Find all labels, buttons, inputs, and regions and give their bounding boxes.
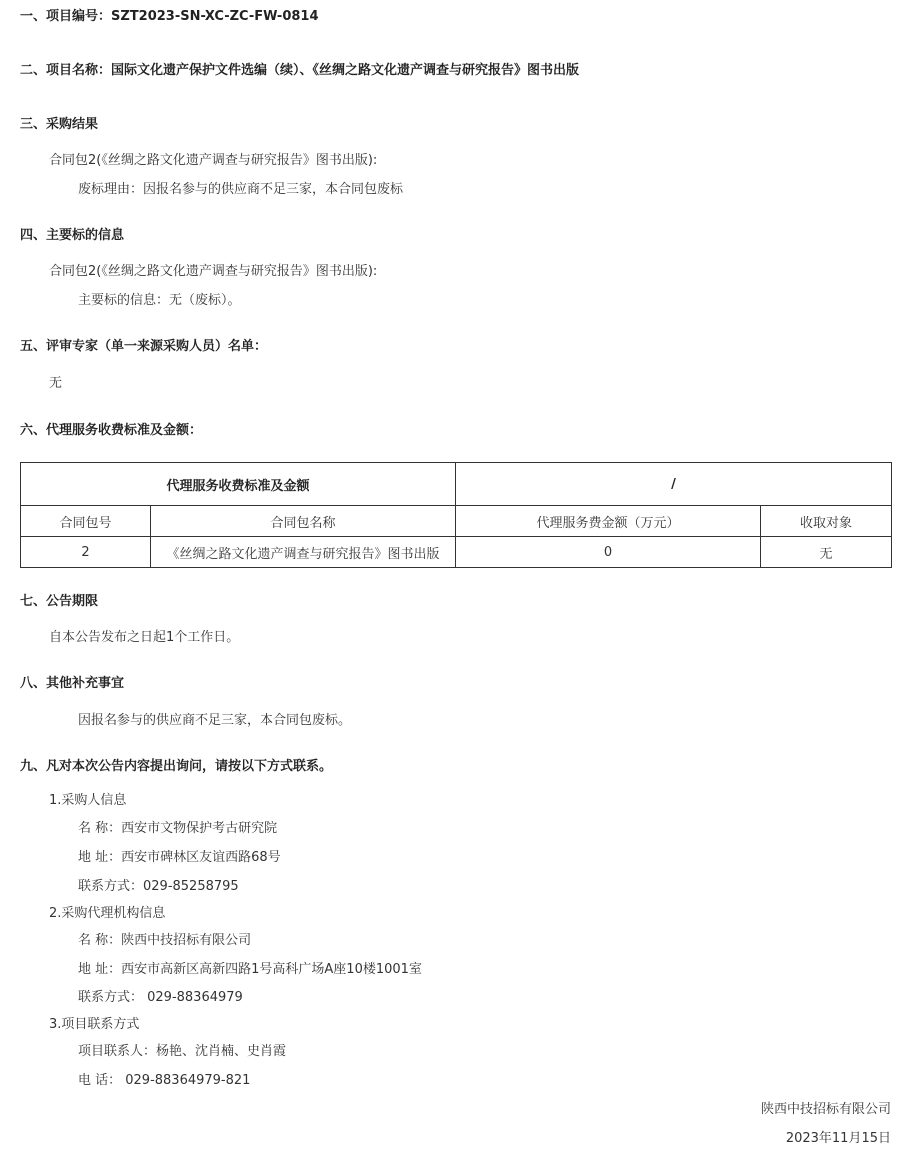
table-column-row [21, 506, 892, 537]
contact-heading: 九、凡对本次公告内容提出询问，请按以下方式联系。 [20, 759, 333, 774]
agency-address: 地 址：西安市高新区高新四路1号高科广场A座10楼1001室 [78, 962, 422, 977]
subject-info-line: 主要标的信息：无（废标）。 [78, 293, 241, 308]
project-name-value: 国际文化遗产保护文件选编（续）、《丝绸之路文化遗产调查与研究报告》图书出版 [111, 63, 580, 78]
cell-fee-amount: 0 [456, 537, 761, 568]
project-number-line [20, 8, 319, 26]
subject-package-line: 合同包2(《丝绸之路文化遗产调查与研究报告》图书出版): [49, 264, 378, 279]
experts-heading: 五、评审专家（单一来源采购人员）名单： [20, 339, 268, 354]
purchaser-address: 地 址：西安市碑林区友谊西路68号 [78, 850, 281, 865]
project-name-label: 二、项目名称： [20, 63, 112, 78]
other-matters-heading: 八、其他补充事宜 [20, 676, 125, 691]
experts-content: 无 [49, 376, 63, 391]
notice-period-content: 自本公告发布之日起1个工作日。 [49, 630, 240, 645]
fee-standard-value: / [456, 463, 892, 506]
result-reason-line: 废标理由：因报名参与的供应商不足三家，本合同包废标 [78, 182, 404, 197]
project-phone: 电 话： 029-88364979-821 [78, 1073, 251, 1088]
column-payer: 收取对象 [761, 506, 892, 537]
purchaser-title: 1.采购人信息 [49, 793, 127, 808]
column-fee-amount: 代理服务费金额（万元） [456, 506, 761, 537]
fee-standard-header: 代理服务收费标准及金额 [21, 463, 456, 506]
purchaser-phone: 联系方式：029-85258795 [78, 879, 239, 894]
footer-date: 2023年11月15日 [785, 1131, 891, 1146]
footer-company: 陕西中技招标有限公司 [760, 1102, 891, 1117]
cell-payer: 无 [761, 537, 892, 568]
agency-fee-heading: 六、代理服务收费标准及金额： [20, 423, 203, 438]
table-row [21, 537, 892, 568]
project-number-value: SZT2023-SN-XC-ZC-FW-0814 [111, 9, 319, 24]
column-package-number: 合同包号 [21, 506, 151, 537]
project-number-label: 一、项目编号： [20, 9, 112, 24]
other-matters-content: 因报名参与的供应商不足三家，本合同包废标。 [78, 713, 352, 728]
agency-fee-table [20, 462, 892, 568]
procurement-result-heading: 三、采购结果 [20, 117, 99, 132]
cell-package-name: 《丝绸之路文化遗产调查与研究报告》图书出版 [151, 537, 456, 568]
result-package-line: 合同包2(《丝绸之路文化遗产调查与研究报告》图书出版): [49, 153, 378, 168]
agency-name: 名 称：陕西中技招标有限公司 [78, 933, 252, 948]
cell-package-number: 2 [21, 537, 151, 568]
column-package-name: 合同包名称 [151, 506, 456, 537]
project-contact-title: 3.项目联系方式 [49, 1017, 140, 1032]
table-header-row [21, 463, 892, 506]
purchaser-name: 名 称：西安市文物保护考古研究院 [78, 821, 278, 836]
agency-title: 2.采购代理机构信息 [49, 906, 166, 921]
project-name-line [20, 62, 579, 80]
agency-phone: 联系方式： 029-88364979 [78, 990, 243, 1005]
main-subject-heading: 四、主要标的信息 [20, 228, 125, 243]
notice-period-heading: 七、公告期限 [20, 594, 99, 609]
project-contacts: 项目联系人：杨艳、沈肖楠、史肖霞 [78, 1044, 287, 1059]
